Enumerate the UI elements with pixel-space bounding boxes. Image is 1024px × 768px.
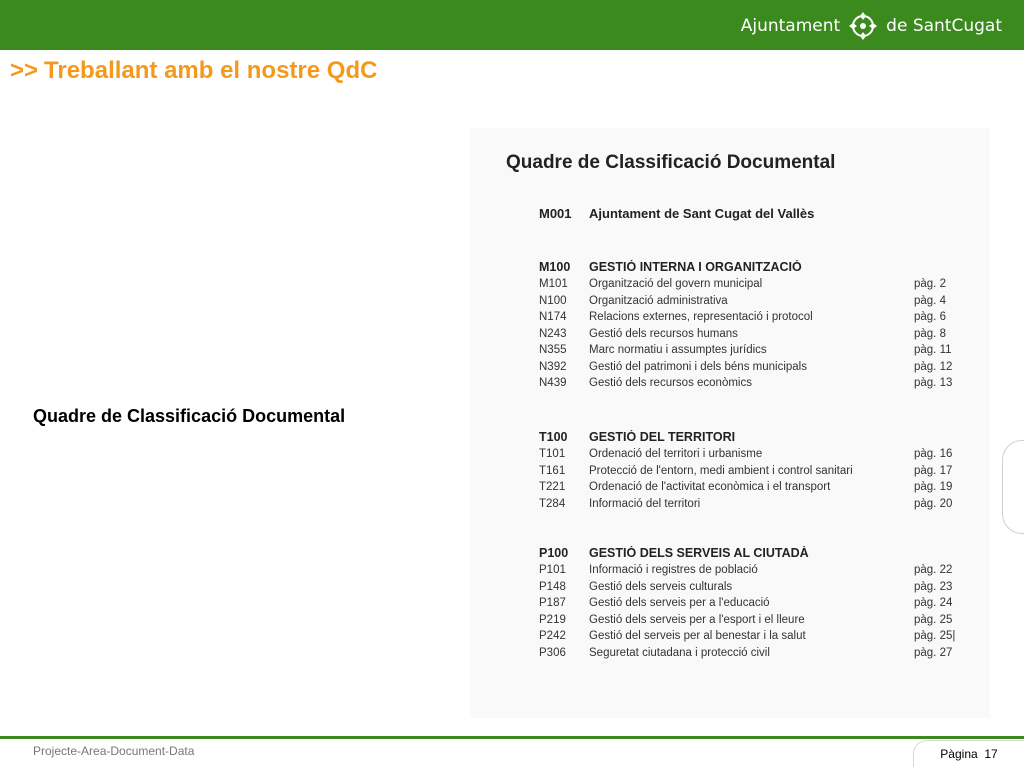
- list-item: [539, 562, 959, 579]
- item-page: pàg. 25: [914, 613, 953, 626]
- list-item: [539, 463, 959, 480]
- item-title: Informació del territori: [589, 497, 701, 510]
- city-emblem-icon: [848, 11, 878, 41]
- org-name: Ajuntament de Sant Cugat del Vallès: [589, 206, 815, 221]
- item-title: Protecció de l'entorn, medi ambient i control sanitari: [589, 464, 853, 477]
- title-arrow: >>: [10, 57, 39, 84]
- item-title: Gestió dels serveis per a l'educació: [589, 597, 770, 610]
- item-title: Ordenació del territori i urbanisme: [589, 448, 763, 461]
- list-item: [539, 628, 959, 645]
- list-item: [539, 612, 959, 629]
- item-title: Organització del govern municipal: [589, 278, 763, 291]
- list-item: [539, 645, 959, 662]
- section-heading: [539, 544, 959, 562]
- item-title: Gestió dels recursos humans: [589, 327, 738, 340]
- item-title: Marc normatiu i assumptes jurídics: [589, 344, 767, 357]
- item-code: T221: [539, 481, 566, 494]
- item-page: pàg. 8: [914, 327, 946, 340]
- item-code: N355: [539, 344, 567, 357]
- section-title: GESTIÓ DELS SERVEIS AL CIUTADÀ: [589, 546, 809, 560]
- page-curl-decoration: [1002, 440, 1024, 534]
- item-title: Seguretat ciutadana i protecció civil: [589, 646, 770, 659]
- item-page: pàg. 27: [914, 646, 953, 659]
- item-title: Informació i registres de població: [589, 564, 758, 577]
- section-code: M100: [539, 260, 571, 274]
- list-item: [539, 326, 959, 343]
- list-item: [539, 479, 959, 496]
- slide-title: [10, 57, 377, 85]
- item-page: pàg. 6: [914, 311, 946, 324]
- document-title: Quadre de Classificació Documental: [506, 152, 836, 173]
- item-page: pàg. 4: [914, 294, 946, 307]
- item-code: P219: [539, 613, 566, 626]
- item-code: N439: [539, 377, 567, 390]
- item-code: P187: [539, 597, 566, 610]
- item-page: pàg. 22: [914, 564, 953, 577]
- item-code: P306: [539, 646, 566, 659]
- list-item: [539, 595, 959, 612]
- page-label: Pàgina: [940, 747, 978, 761]
- item-code: M101: [539, 278, 568, 291]
- item-code: P242: [539, 630, 566, 643]
- brand-left-text: Ajuntament: [740, 16, 841, 36]
- item-title: Gestió dels serveis per a l'esport i el lleure: [589, 613, 805, 626]
- item-code: T161: [539, 464, 566, 477]
- item-page: pàg. 25|: [914, 630, 956, 643]
- section-gestio-territori: [539, 428, 959, 512]
- item-title: Gestió dels recursos econòmics: [589, 377, 752, 390]
- footer-project-label: Projecte-Area-Document-Data: [33, 744, 195, 758]
- page-number: 17: [984, 747, 998, 761]
- item-code: N243: [539, 327, 567, 340]
- slide-caption: Quadre de Classificació Documental: [33, 406, 346, 426]
- item-page: pàg. 19: [914, 481, 953, 494]
- item-code: N174: [539, 311, 567, 324]
- item-page: pàg. 20: [914, 497, 953, 510]
- item-code: T284: [539, 497, 566, 510]
- item-page: pàg. 16: [914, 448, 953, 461]
- item-page: pàg. 17: [914, 464, 953, 477]
- item-page: pàg. 11: [914, 344, 952, 357]
- item-page: pàg. 24: [914, 597, 953, 610]
- title-text: Treballant amb el nostre QdC: [44, 57, 378, 84]
- org-heading: [539, 206, 814, 221]
- item-title: Relacions externes, representació i protocol: [589, 311, 813, 324]
- section-gestio-interna: [539, 258, 959, 392]
- section-code: P100: [539, 546, 569, 560]
- item-page: pàg. 23: [914, 580, 953, 593]
- item-code: T101: [539, 448, 566, 461]
- item-page: pàg. 12: [914, 360, 953, 373]
- item-code: N100: [539, 294, 567, 307]
- brand-logo: [741, 10, 1002, 42]
- brand-right-text: de SantCugat: [886, 16, 1002, 36]
- item-code: P148: [539, 580, 566, 593]
- list-item: [539, 375, 959, 392]
- list-item: [539, 342, 959, 359]
- item-title: Ordenació de l'activitat econòmica i el transport: [589, 481, 831, 494]
- org-code: M001: [539, 206, 572, 221]
- list-item: [539, 293, 959, 310]
- document-image: [470, 128, 990, 718]
- section-heading: [539, 428, 959, 446]
- item-title: Organització administrativa: [589, 294, 728, 307]
- list-item: [539, 496, 959, 513]
- section-title: GESTIÓ DEL TERRITORI: [589, 430, 736, 444]
- section-code: T100: [539, 430, 568, 444]
- item-title: Gestió del serveis per al benestar i la salut: [589, 630, 806, 643]
- item-page: pàg. 2: [914, 278, 946, 291]
- list-item: [539, 309, 959, 326]
- list-item: [539, 446, 959, 463]
- footer-divider: [0, 736, 1024, 739]
- list-item: [539, 276, 959, 293]
- page-number-tab: [913, 740, 1024, 767]
- section-heading: [539, 258, 959, 276]
- item-code: P101: [539, 564, 566, 577]
- list-item: [539, 359, 959, 376]
- item-code: N392: [539, 360, 567, 373]
- section-title: GESTIÓ INTERNA I ORGANITZACIÓ: [589, 260, 802, 274]
- item-page: pàg. 13: [914, 377, 953, 390]
- item-title: Gestió del patrimoni i dels béns municipals: [589, 360, 807, 373]
- section-serveis-ciutada: [539, 544, 959, 661]
- item-title: Gestió dels serveis culturals: [589, 580, 733, 593]
- header-bar: [0, 0, 1024, 50]
- list-item: [539, 579, 959, 596]
